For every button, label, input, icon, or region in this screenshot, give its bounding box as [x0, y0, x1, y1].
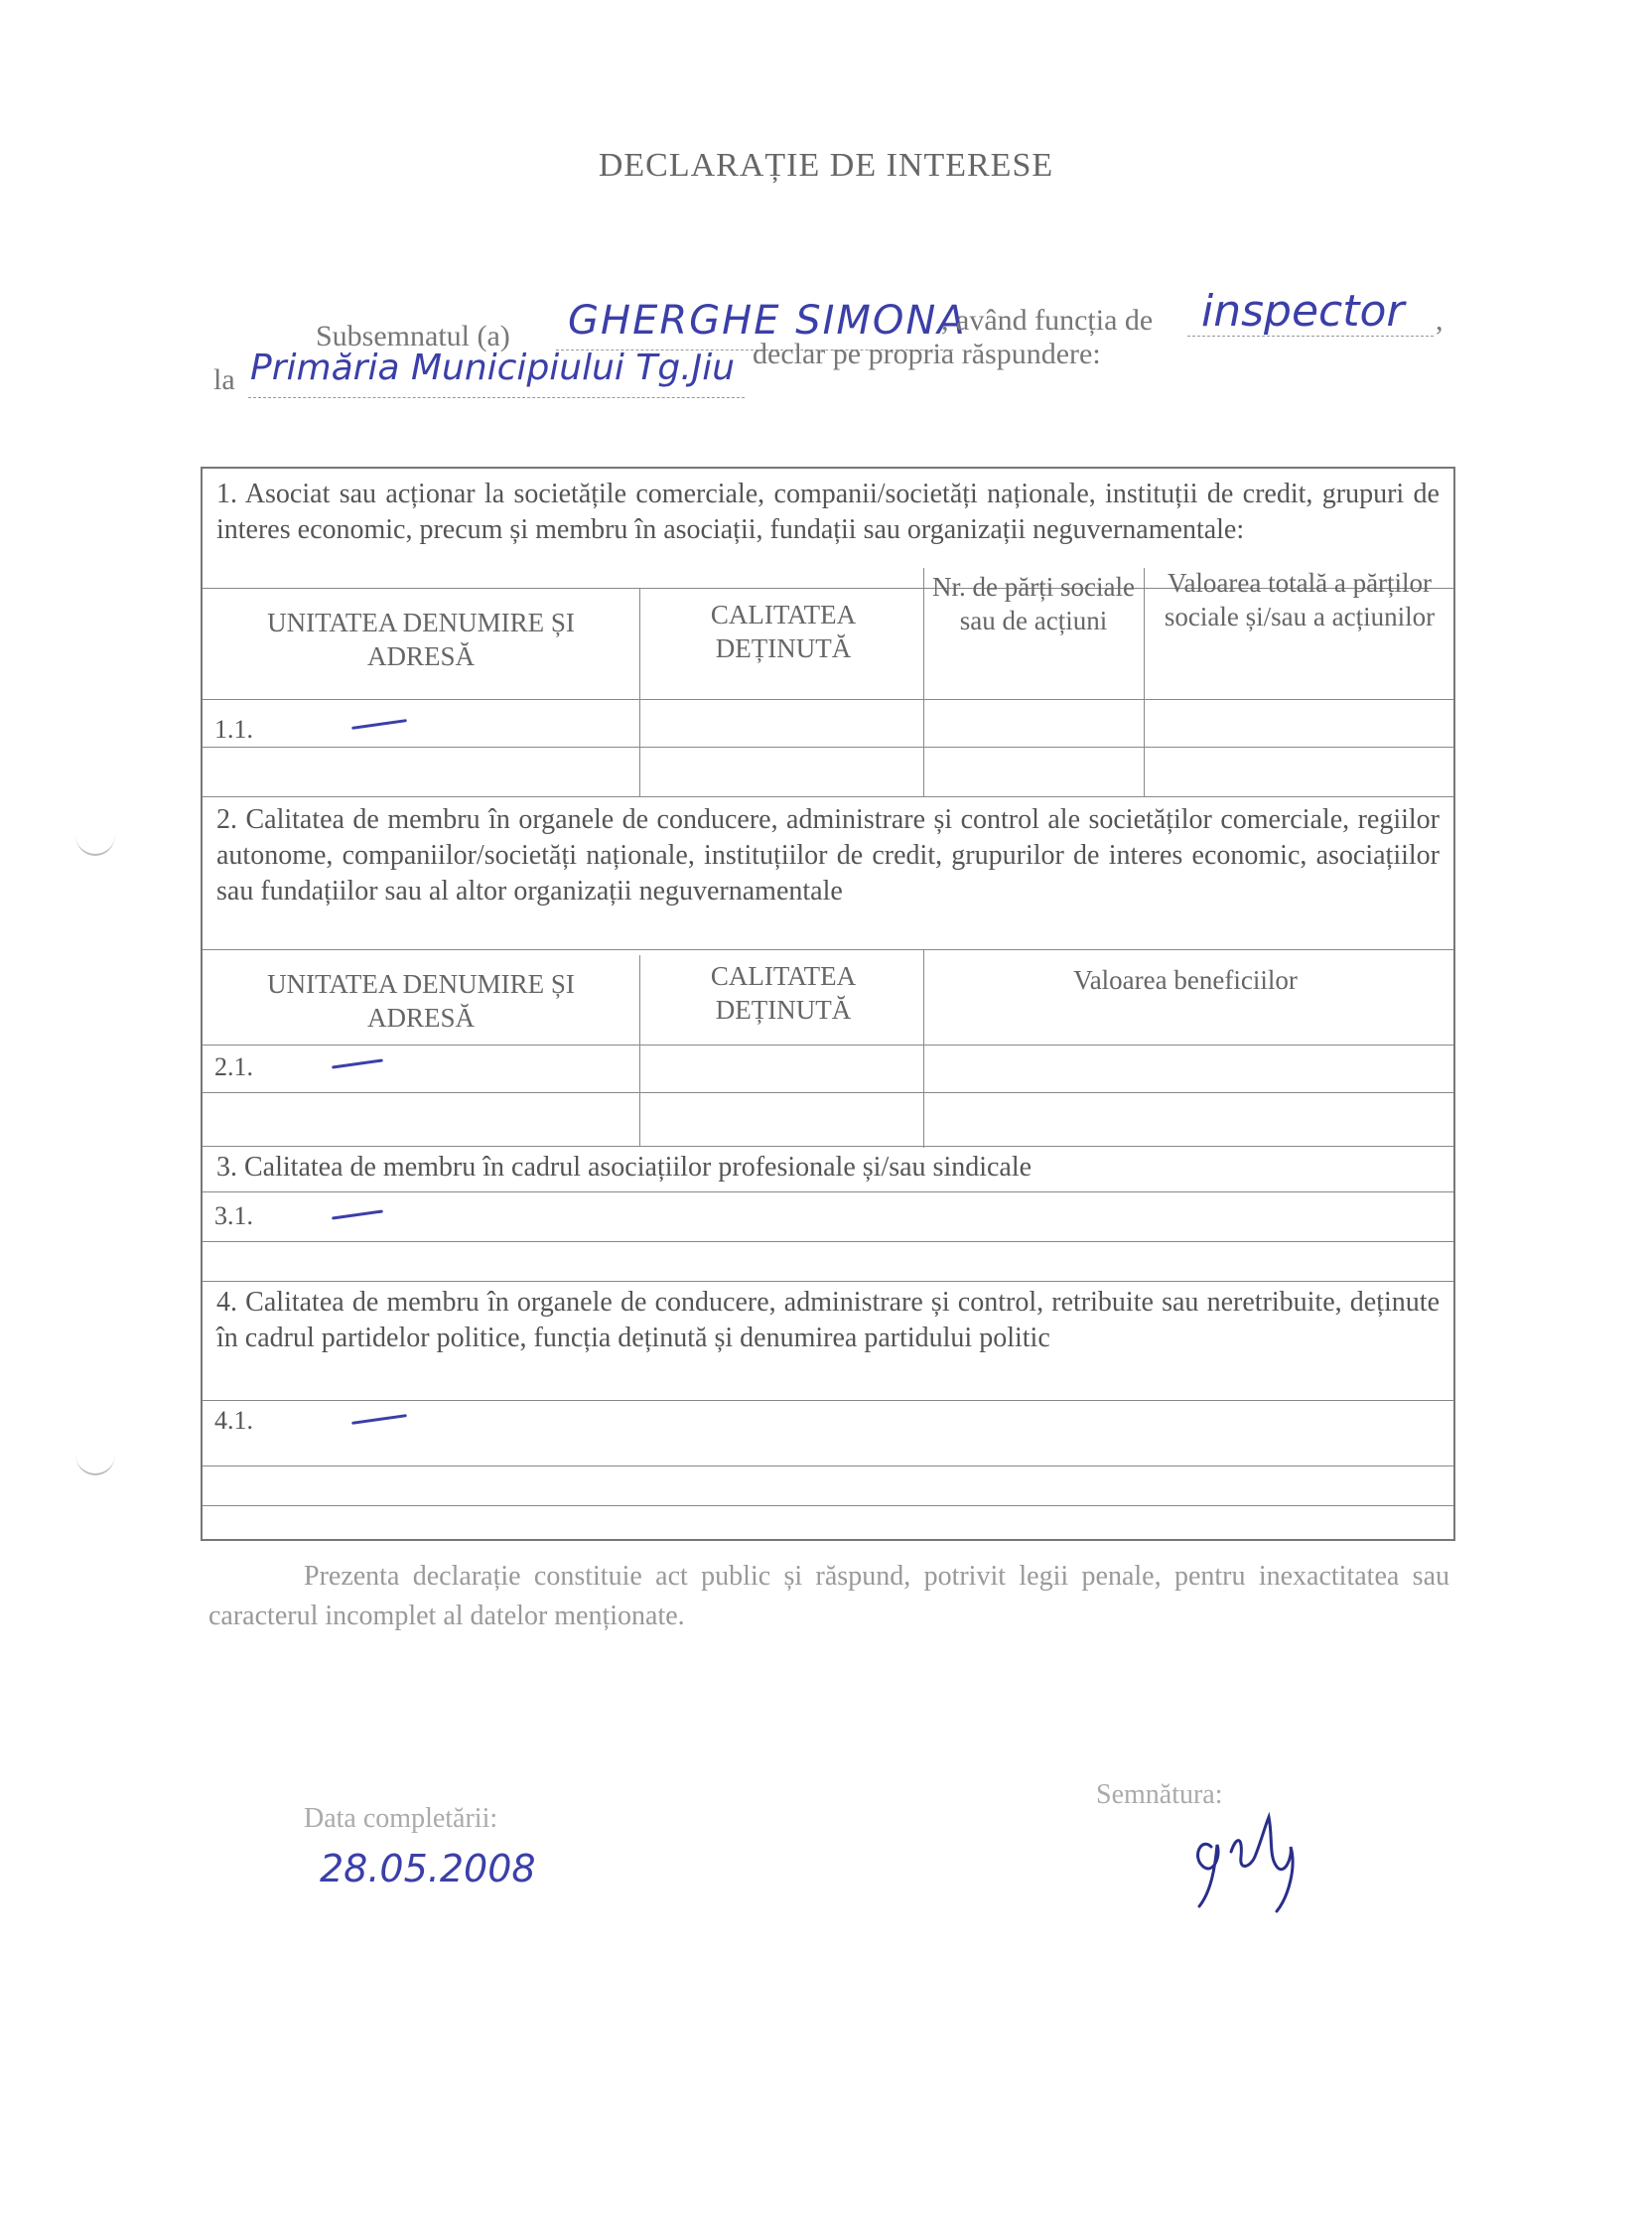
legal-statement: Prezenta declarație constituie act public și răspund, potrivit legii penale, pentru inexactitatea sau caracterul incomplet al datelor menționate.: [208, 1561, 1449, 1631]
s1-header-calitatea: CALITATEA DEȚINUTĂ: [710, 600, 857, 663]
la-label: la: [213, 363, 235, 396]
declar-label: declar pe propria răspundere:: [753, 338, 1101, 370]
row-3-1-label: 3.1.: [214, 1201, 253, 1230]
institution-name: Primăria Municipiului Tg.Jiu: [250, 348, 736, 388]
s1-header-unitatea: UNITATEA DENUMIRE ȘI ADRESĂ: [267, 608, 575, 671]
declarant-name: GHERGHE SIMONA: [568, 298, 967, 344]
subsemnatul-label: Subsemnatul (a): [316, 320, 510, 352]
signature-mark: [1181, 1797, 1310, 1916]
completion-date: 28.05.2008: [320, 1847, 536, 1890]
section-2-heading: 2. Calitatea de membru în organele de conducere, administrare și control ale societăților comerciale, regiilor autonome, companiilor/societăți naționale, instituțiilor de credit, grupurilor de interes economic, asociațiilor sau fundațiilor sau al altor organizații neguvernamentale: [216, 804, 1440, 907]
s2-header-valoarea: Valoarea beneficiilor: [1073, 965, 1298, 995]
s2-header-calitatea: CALITATEA DEȚINUTĂ: [710, 961, 857, 1025]
section-3-heading: 3. Calitatea de membru în cadrul asociațiilor profesionale și/sau sindicale: [216, 1152, 1032, 1183]
row-1-1-label: 1.1.: [214, 715, 253, 744]
signature-label: Semnătura:: [1096, 1779, 1223, 1810]
function-value: inspector: [1201, 286, 1405, 337]
declaration-table: [201, 467, 1455, 1541]
s1-header-nr-parti: Nr. de părți sociale sau de acțiuni: [932, 572, 1135, 635]
s2-header-unitatea: UNITATEA DENUMIRE ȘI ADRESĂ: [267, 969, 575, 1033]
function-label: , având funcția de: [941, 304, 1154, 337]
row-4-1-label: 4.1.: [214, 1406, 253, 1435]
date-label: Data completării:: [304, 1803, 498, 1834]
section-1-heading: 1. Asociat sau acționar la societățile comerciale, companii/societăți naționale, instituții de credit, grupuri de interes economic, precum și membru în asociații, fundații sau organizații neguvernamentale:: [216, 479, 1440, 545]
section-4-heading: 4. Calitatea de membru în organele de conducere, administrare și control, retribuite sau neretribuite, deținute în cadrul partidelor politice, funcția deținută și denumirea partidului politic: [216, 1287, 1440, 1353]
s1-header-valoarea: Valoarea totală a părților sociale și/sau a acțiunilor: [1164, 568, 1436, 631]
row-2-1-label: 2.1.: [214, 1052, 253, 1081]
page-title: DECLARAȚIE DE INTERESE: [598, 147, 1054, 184]
